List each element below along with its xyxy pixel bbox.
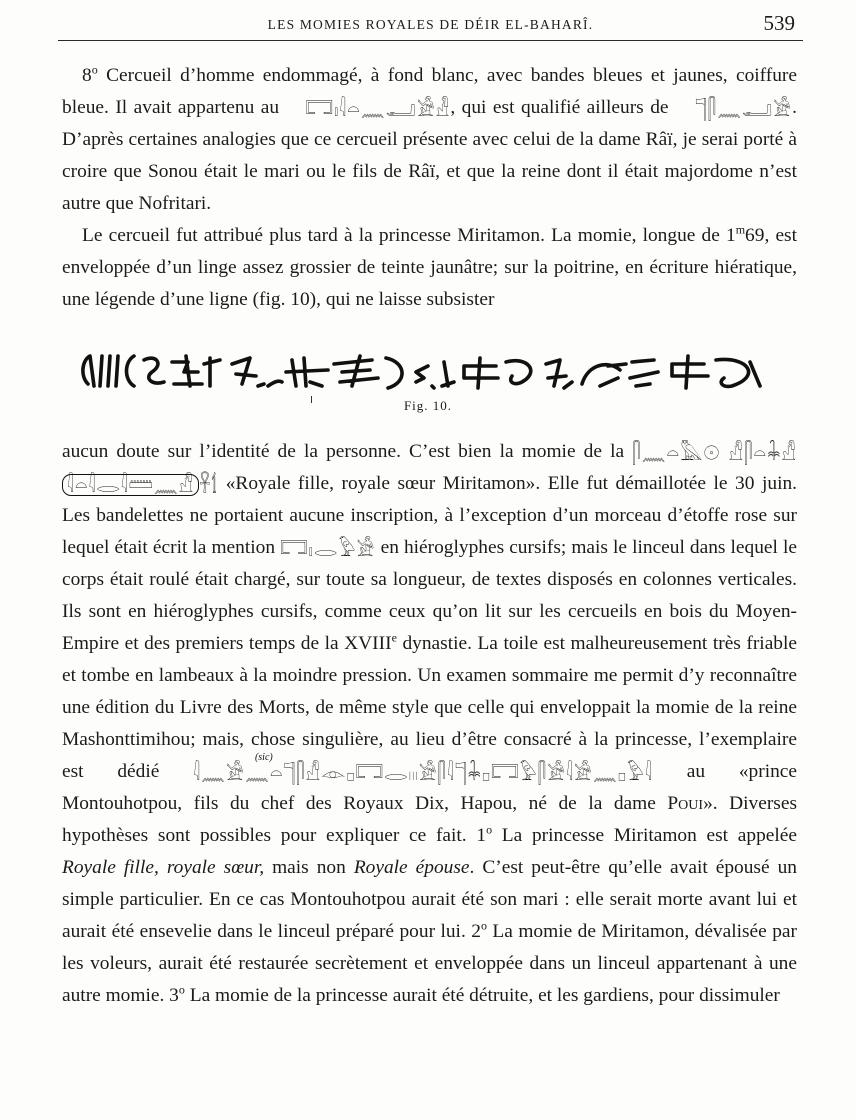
paragraph-text: mais non (264, 857, 354, 878)
ordinal-mark: o (486, 822, 493, 837)
paragraph-continuation (62, 436, 797, 1012)
paragraph-text: aucun doute sur l’identité de la personne. C’est bien la momie de la (62, 441, 633, 462)
paragraph-text: La momie de la princesse aurait été détruite, et les gardiens, pour dissimuler (184, 985, 780, 1006)
unit-superscript: m (735, 222, 746, 237)
paragraph-text: 69, est enveloppée d’un linge assez grossier de teinte jaunâtre; sur la poitrine, en écriture hiératique, une légende d’une ligne (fig. 10), qui ne laisse subsister (62, 225, 797, 310)
sic-mark: (sic) (254, 752, 273, 763)
text-block-bottom (62, 436, 797, 1012)
paragraph-text: ». Diverses hypothèses sont possibles pour expliquer ce fait. 1 (62, 793, 797, 846)
item-number: 8 (82, 65, 92, 86)
hieroglyph-group-mention: 𓉐𓏤𓂋𓅱𓀀 (280, 536, 376, 561)
hieroglyph-group-montouhotpou: 𓈖𓏏𓊹𓋴𓀭𓁹𓊪𓉐𓂋𓏺𓏺𓏺𓀀𓋴𓇋𓊹𓇓𓊪𓉐𓅱𓋴𓀀𓇋𓀀𓈖𓊪𓅱𓇋 (244, 760, 653, 785)
paragraph-coffin-8 (62, 60, 797, 220)
page-number: 539 (763, 11, 795, 35)
paragraph-text: La princesse Miritamon est appelée (492, 825, 797, 846)
hieroglyph-group-royal-titles: 𓀭𓋴𓏏𓇓𓀭 (728, 440, 797, 465)
running-header (58, 6, 803, 41)
hieroglyph-group-dedication: 𓇋𓈖𓀀 (193, 760, 245, 785)
paragraph-text: «Royale fille, royale sœur Miritamon». Elle fut démaillotée le 30 juin. Les bandelettes ne portaient aucune inscription, à l’exception d’un morceau d’étoffe rose sur lequel était écrit la mention (62, 473, 797, 558)
ordinal-mark: o (178, 982, 185, 997)
paragraph-miritamon (62, 220, 797, 316)
paragraph-text: en hiéroglyphes cursifs; mais le linceul dans lequel le corps était roulé était chargé, sur toute sa longueur, de textes disposés en colonnes verticales. Ils sont en hiéroglyphes cursifs, comme ceux qu’on lit sur les cercueils en bois du Moyen-Empire et des premiers temps de la XVIII (62, 537, 797, 654)
italic-title: Royale épouse (353, 857, 470, 878)
ordinal-mark: e (391, 630, 397, 645)
italic-title: Royale fille, royale sœur, (62, 857, 265, 878)
hieroglyph-group-ankh: 𓋹𓌀 (199, 472, 219, 497)
figure-caption: Fig. 10. (403, 398, 453, 413)
paragraph-text: . D’après certaines analogies que ce cercueil présente avec celui de la dame Râï, je serai porté à croire que Sonou était le mari ou le fils de Râï, et que la reine dont il était majordome n’est autre que Nofritari. (62, 97, 797, 214)
text-block-top (62, 60, 797, 316)
figure-hieratic-legend (60, 342, 800, 398)
paragraph-text: . C’est peut-être qu’elle avait épousé un simple particulier. En ce cas Montouhotpou aurait été son mari : elle serait morte avant lui et aurait été ensevelie dans le linceul préparé pour lui. 2 (62, 857, 797, 942)
hieroglyph-group-lady: 𓋴𓈖𓏏𓅓𓇳 (632, 440, 721, 465)
ordinal-mark: o (480, 918, 487, 933)
hieroglyph-group-title: 𓊹𓋴𓈖𓂝𓀀 (695, 96, 793, 121)
ordinal-mark: o (91, 62, 98, 77)
hieroglyph-cartouche-miritamon: 𓇋𓏏𓇋𓂋𓇋𓏠𓈖𓀭 (62, 474, 199, 496)
name-small-caps: Poui (667, 793, 704, 814)
paragraph-text: , qui est qualifié ailleurs de (450, 97, 676, 118)
paragraph-text: dynastie. La toile est malheureusement très friable et tombe en lambeaux à la moindre pression. Un examen sommaire me permit d’y reconnaître une édition du Livre des Morts, de même style que celle qui enveloppait la momie de la reine Mashonttimihou; mais, chose singulière, au lieu d’être consacré à la princesse, l’exemplaire est dédié (62, 633, 797, 782)
paragraph-text: La momie de Miritamon, dévalisée par les voleurs, aurait été restaurée secrètement et enveloppée dans un linceul appartenant à une autre momie. 3 (62, 921, 797, 1006)
hieroglyph-group-owner: 𓉐𓏤𓇋𓏏𓈖𓂝𓀀𓁐 (305, 96, 451, 121)
paragraph-text: Cercueil d’homme endommagé, à fond blanc, avec bandes bleues et jaunes, coiffure bleue. Il avait appartenu au (62, 65, 797, 118)
paragraph-text: Le cercueil fut attribué plus tard à la princesse Miritamon. La momie, longue de 1 (82, 225, 736, 246)
running-title: LES MOMIES ROYALES DE DÉIR EL-BAHARÎ. (267, 17, 594, 32)
paragraph-text: au «prince Montouhotpou, fils du chef des Royaux Dix, Hapou, né de la dame (62, 761, 797, 814)
hieratic-script-image (60, 342, 800, 398)
